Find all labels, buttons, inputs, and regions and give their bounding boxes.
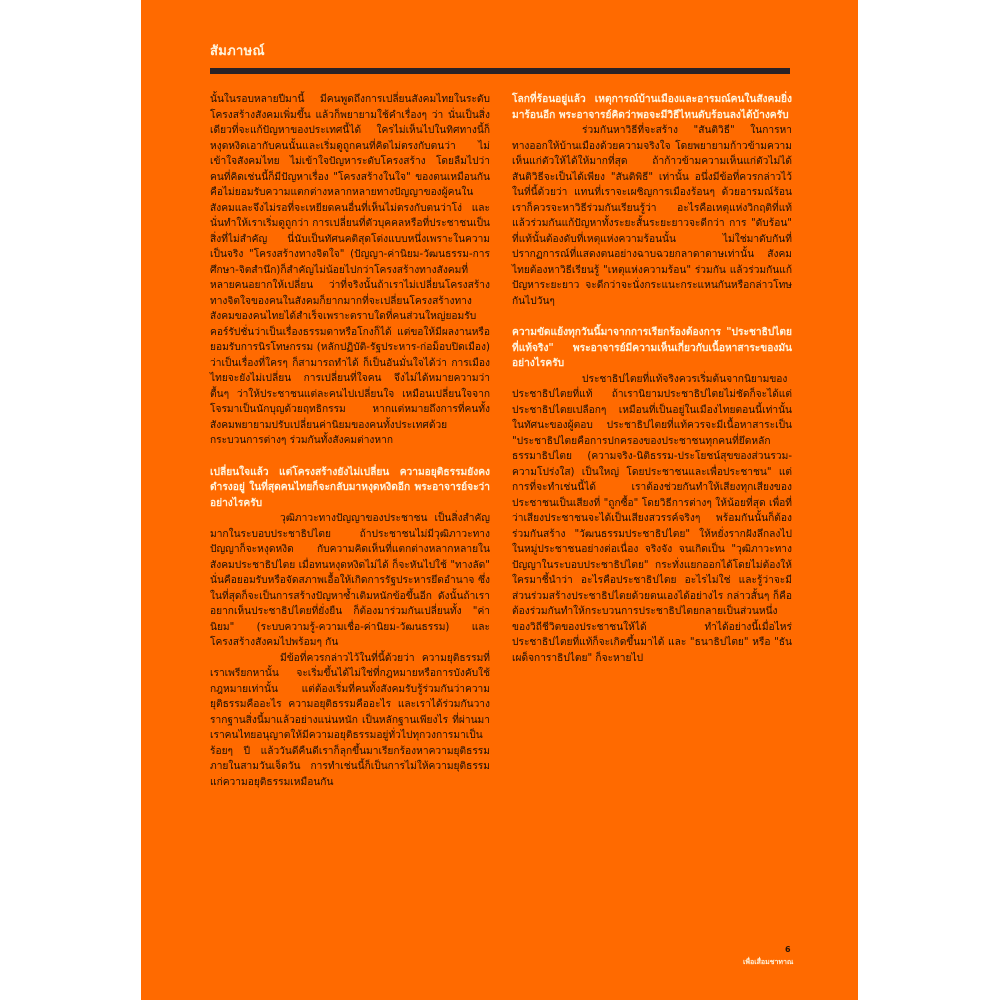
interview-question: โลกที่ร้อนอยู่แล้ว เหตุการณ์บ้านเมืองและอารมณ์คนในสังคมยิ่งมาร้อนอีก พระอาจารย์คิดว่าพอจะมีวิธีไหนดับร้อนลงได้บ้างครับ (512, 94, 792, 121)
paragraph: วุฒิภาวะทางปัญญาของประชาชน เป็นสิ่งสำคัญมากในระบอบประชาธิปไตย ถ้าประชาชนไม่มีวุฒิภาวะทางปัญญาก็จะหงุดหงิด กับความคิดเห็นที่แตกต่างหลากหลายในสังคมประชาธิปไตย เมื่อทนหงุดหงิดไม่ได้ ก็จะหันไปใช้ "ทางลัด" นั่นคือยอมรับหรือจัดสภาพเอื้อให้เกิดการรัฐประหารยึดอำนาจ ซึ่งในที่สุดก็จะเป็นการสร้างปัญหาซ้ำเติมหนักข้อขึ้นอีก ดังนั้นถ้าเราอยากเห็นประชาธิปไตยที่ยั่งยืน ก็ต้องมาร่วมกันเปลี่ยนทั้ง "ค่านิยม" (ระบบความรู้-ความเชื่อ-ค่านิยม-วัฒนธรรม) และโครงสร้างสังคมไปพร้อมๆ กัน (210, 513, 490, 648)
publication-footer: เพื่อเสื่อมชาทาณ (743, 958, 794, 966)
paragraph: ประชาธิปไตยที่แท้จริงควรเริ่มต้นจากนิยามของประชาธิปไตยที่แท้ ถ้าเรานิยามประชาธิปไตยไม่ชัดก็จะได้แต่ประชาธิปไตยเปลือกๆ เหมือนที่เป็นอยู่ในเมืองไทยตอนนี้เท่านั้น ในทัศนะของผู้ตอบ ประชาธิปไตยที่แท้ควรจะมีเนื้อหาสาระเป็น "ประชาธิปไตยคือการปกครองของประชาชนทุกคนที่ยึดหลักธรรมาธิปไตย (ความจริง-นิติธรรม-ประโยชน์สุขของส่วนรวม-ความโปร่งใส) เป็นใหญ่ โดยประชาชนและเพื่อประชาชน" แต่การที่จะทำเช่นนี้ได้ เราต้องช่วยกันทำให้เสียงทุกเสียงของประชาชนเป็นเสียงที่ "ถูกซื้อ" โดยวิธีการต่างๆ ให้น้อยที่สุด เพื่อที่ว่าเสียงประชาชนจะได้เป็นเสียงสวรรค์จริงๆ พร้อมกันนั้นก็ต้องร่วมกันสร้าง "วัฒนธรรมประชาธิปไตย" ให้หยั่งรากฝังลึกลงไปในหมู่ประชาชนอย่างต่อเนื่อง จริงจัง จนเกิดเป็น "วุฒิภาวะทางปัญญาในระบอบประชาธิปไตย" กระทั่งแยกออกได้โดยไม่ต้องให้ใครมาชี้นำว่า อะไรคือประชาธิปไตย อะไรไม่ใช่ และรู้ว่าจะมีส่วนร่วมสร้างประชาธิปไตยด้วยตนเองได้อย่างไร กล่าวสั้นๆ ก็คือ ต้องร่วมกันทำให้กระบวนการประชาธิปไตยกลายเป็นส่วนหนึ่งของวิถีชีวิตของประชาชนให้ได้ ทำได้อย่างนี้เมื่อไหร่ ประชาธิปไตยที่แท้ก็จะเกิดขึ้นมาได้ และ "ธนาธิปไตย" หรือ "ธันเผด็จการาธิปไตย" ก็จะหายไป (512, 373, 792, 664)
interview-question: เปลี่ยนใจแล้ว แต่โครงสร้างยังไม่เปลี่ยน ความอยุติธรรมยังคงดำรงอยู่ ในที่สุดคนไทยก็จะกลับมาหงุดหงิดอีก พระอาจารย์จะว่าอย่างไรครับ (210, 466, 490, 509)
paragraph: นั้นในรอบหลายปีมานี้ มีคนพูดถึงการเปลี่ยนสังคมไทยในระดับโครงสร้างสังคมเพิ่มขึ้น แล้วก็พยายามใช้คำเรื่องๆ ว่า นั่นเป็นสิ่งเดียวที่จะแก้ปัญหาของประเทศนี้ได้ ใครไม่เห็นไปในทิศทางนี้ก็หงุดหงิดเอากับคนนั้นและเริ่มดูถูกคนที่คิดไม่ตรงกับตนว่า ไม่เข้าใจสังคมไทย ไม่เข้าใจปัญหาระดับโครงสร้าง โดยลืมไปว่า คนที่คิดเช่นนี้ก็มีปัญหาเรื่อง "โครงสร้างในใจ" ของตนเหมือนกัน คือไม่ยอมรับความแตกต่างหลากหลายทางปัญญาของผู้คนในสังคมและจึงไม่รอที่จะเหยียดคนอื่นที่เห็นไม่ตรงกับตนว่าโง่ และนั่นทำให้เราเริ่มดูถูกว่า การเปลี่ยนที่ตัวบุคคลหรือที่ประชาชนเป็นสิ่งที่ไม่สำคัญ นี่นับเป็นทัศนคติสุดโต่งแบบหนึ่งเพราะในความเป็นจริง "โครงสร้างทางจิตใจ" (ปัญญา-ค่านิยม-วัฒนธรรม-การศึกษา-จิตสำนึก)ก็สำคัญไม่น้อยไปกว่าโครงสร้างทางสังคมที่หลายคนอยากให้เปลี่ยน ว่าที่จริงนั้นถ้าเราไม่เปลี่ยนโครงสร้างทางจิตใจของคนในสังคมก็ยากมากที่จะเปลี่ยนโครงสร้างทางสังคมของคนไทยได้สำเร็จเพราะตราบใดที่คนส่วนใหญ่ยอมรับคอร์รัปชั่นว่าเป็นเรื่องธรรมดาหรือโกงก็ได้ แต่ขอให้มีผลงานหรือยอมรับการนิรโทษกรรม (หลักปฏิบัติ-รัฐประหาร-ก่อม็อบปิดเมือง) ว่าเป็นเรื่องที่ใครๆ ก็สามารถทำได้ ก็เป็นอันมั่นใจได้ว่า การเมืองไทยจะยังไม่เปลี่ยน การเปลี่ยนที่ใจคน จึงไม่ได้หมายความว่าตื้นๆ ว่าให้ประชาชนแต่ละคนไปเปลี่ยนใจ เหมือนเปลี่ยนใจจากโจรมาเป็นนักบุญด้วยฤทธิกรรม หากแต่หมายถึงการที่คนทั้งสังคมพยายามปรับเปลี่ยนค่านิยมของคนทั้งประเทศด้วยกระบวนการต่างๆ ร่วมกันทั้งสังคมต่างหาก (210, 94, 490, 446)
header-rule (210, 68, 790, 74)
interview-question: ความขัดแย้งทุกวันนี้มาจากการเรียกร้องต้องการ "ประชาธิปไตยที่แท้จริง" พระอาจารย์มีความเห็นเกี่ยวกับเนื้อหาสาระของมันอย่างไรครับ (512, 327, 792, 369)
paragraph: มีข้อที่ควรกล่าวไว้ในที่นี้ด้วยว่า ความยุติธรรมที่เราเพรียกหานั้น จะเริ่มขึ้นได้ไม่ใช่ที่กฎหมายหรือการบังคับใช้กฎหมายเท่านั้น แต่ต้องเริ่มที่คนทั้งสังคมรับรู้ร่วมกันว่าความยุติธรรมคืออะไร ความอยุติธรรมคืออะไร และเราได้ร่วมกันวางรากฐานสิ่งนี้มาแล้วอย่างแน่นหนัก เป็นหลักฐานเพียงไร ที่ผ่านมาเราคนไทยอนุญาตให้มีความอยุติธรรมอยู่ทั่วไปทุกวงการมาเป็นร้อยๆ ปี แล้ววันดีคืนดีเราก็ลุกขึ้นมาเรียกร้องหาความยุติธรรมภายในสามวันเจ็ดวัน การทำเช่นนี้ก็เป็นการไม่ให้ความยุติธรรมแก่ความอยุติธรรมเหมือนกัน (210, 652, 490, 788)
left-column (210, 92, 490, 790)
right-column (512, 92, 792, 666)
page-number: 6 (785, 945, 791, 954)
paragraph: ร่วมกันหาวิธีที่จะสร้าง "สันติวิธี" ในการหาทางออกให้บ้านเมืองด้วยความจริงใจ โดยพยายามก้าวข้ามความเห็นแก่ตัวให้ได้ให้มากที่สุด ถ้าก้าวข้ามความเห็นแก่ตัวไม่ได้ สันติวิธีจะเป็นได้เพียง "สันติพิธี" เท่านั้น อนึ่งมีข้อที่ควรกล่าวไว้ในที่นี้ด้วยว่า แทนที่เราจะเผชิญการเมืองร้อนๆ ด้วยอารมณ์ร้อน เราก็ควรจะหาวิธีร่วมกันเรียนรู้ว่า อะไรคือเหตุแห่งวิกฤติที่แท้ แล้วร่วมกันแก้ปัญหาทั้งระยะสั้นระยะยาวจะดีกว่า การ "ดับร้อน" ที่แท้นั้นต้องดับที่เหตุแห่งความร้อนนั้น ไม่ใช่มาดับกันที่ปรากฏการณ์ที่แสดงตนอย่างฉาบฉวยกลาดาดาษเท่านั้น สังคมไทยต้องหาวิธีเรียนรู้ "เหตุแห่งความร้อน" ร่วมกัน แล้วร่วมกันแก้ปัญหาระยะยาว จะดีกว่าจะนั่งกระแนะกระแหนกันหรือกล่าวโทษกันไปวันๆ (512, 125, 792, 307)
section-label: สัมภาษณ์ (210, 44, 265, 59)
magazine-page (141, 0, 858, 1000)
